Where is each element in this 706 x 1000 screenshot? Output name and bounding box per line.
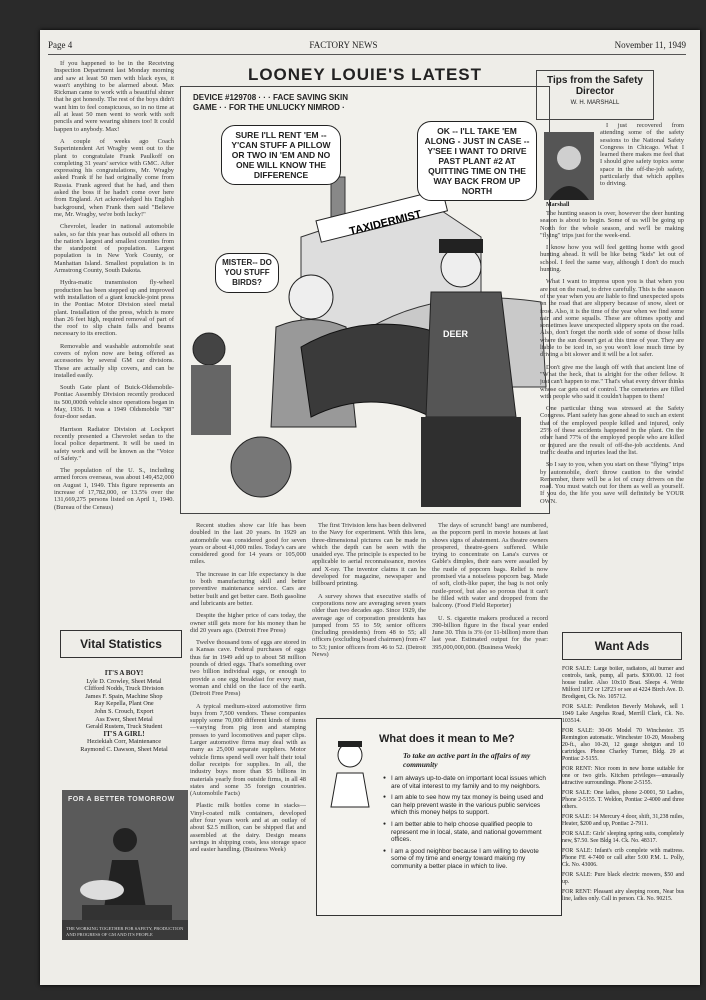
author-photo	[544, 132, 594, 200]
list-item: Ray Kepella, Plant One	[94, 700, 154, 708]
bullet-list	[383, 775, 553, 875]
ad-item: FOR SALE: Pure black electric mowers, $50 and up.	[562, 872, 684, 885]
portrait-image	[544, 132, 594, 200]
news-item: The first Trivision lens has been delivered to the Navy for experiment. With this lens, three-dimensional pictures can be made in which the depth can be seen with the unaided eye. The principle is expected to be applicable to aerial reconnaissance, movies and X-ray. The inventor claims it can be developed for magazine, newspaper and billboard printing.	[312, 522, 426, 588]
news-item: Chevrolet, leader in national automobile sales, so far this year has outsold all others in the nation's largest and smallest counties from the standpoint of population. Largest population is in New York County, or Manhattan Island. Smallest population is in Armstrong County, South Dakota.	[54, 223, 174, 275]
ad-item: FOR SALE: Girls' sleeping spring suits, completely new, $7.50. See Bldg 14. Ck. No. 48317.	[562, 831, 684, 844]
news-item: The population of the U. S., including armed forces overseas, was about 149,452,000 on August 1, 1949. This figure represents an increase of 17,782,000, or 13.5% over the 131,669,275 persons listed on April 1, 1940. (Bureau of the Census)	[54, 467, 174, 511]
paper-name: FACTORY NEWS	[309, 40, 378, 50]
tips-header-box	[536, 70, 654, 120]
list-item: ● I am always up-to-date on important local issues which are of vital interest to my family and to my neighbors.	[383, 775, 553, 790]
safety-poster	[62, 790, 188, 940]
column-5	[600, 122, 684, 206]
news-item: A couple of weeks ago Coach Superintendent Art Wragby went out to the plant to congratulate Frank Paulkoff on completing 31 years' service with GMC. After expressing his congratulations, Mr. Wragby asked Frank if he had originally come from Russia. Frank agreed that he had, and then asked the boss if he hadn't come over here from England. Art acknowledged his English background, when Frank then said "Believe me, Mr. Wragby, we're both lucky!"	[54, 137, 174, 218]
news-item: U. S. cigarette makers produced a record 390-billion figure in the fiscal year ended June 30. This is 3% (or 11-billion) more than last year. Estimated output for the year: 395,000,000,000. (Business Week)	[432, 614, 548, 651]
news-item: Despite the higher price of cars today, the owner still gets more for his money than he did 20 years ago. (Detroit Free Press)	[190, 612, 306, 634]
column-5-lower	[540, 210, 684, 620]
news-item: If you happened to be in the Receiving Inspection Department last Monday morning and saw at least 50 men with black eyes, it wasn't anything to be alarmed about. Max Rickman came to work with a beautiful shiner that he got honestly. The rest of the boys didn't want him to feel conspicuous, so in no time at all at least 50 men went to work with soft pencils and were wearing shiners too! It could happen to anybody. Max!	[54, 60, 174, 133]
ad-item: FOR RENT: Nice room in new home suitable for one or two girls. Kitchen privileges—unusually attractive surroundings. Phone 2-5155.	[562, 766, 684, 786]
list-item: Ass Ewer, Sheet Metal	[95, 715, 153, 723]
sign-text: TAXIDERMIST	[348, 208, 423, 238]
box-question: What does it mean to Me?	[379, 733, 515, 745]
ad-item: FOR SALE: Pendleton Beverly Mohawk, sell 1 1949 Lake Angelus Road, Merrill Clark, Ck. No. 103514.	[562, 704, 684, 724]
ad-item: FOR SALE: One ladies, phone 2-0001, 50 Ladies, Phone 2-5155. T. Weldon, Pontiac 2-4000 and three others.	[562, 790, 684, 810]
cartoon-title: LOONEY LOUIE'S LATEST	[247, 65, 483, 84]
cartoon-panel	[180, 86, 550, 514]
sweater-text: DEER	[443, 329, 469, 339]
news-item: A typical medium-sized automotive firm buys from 7,500 vendors. These companies supply some 70,000 different kinds of items—varying from pig iron and stamping presses to yard locomotives and paper clips. Larger automotive firms may deal with as many as 25,000 separate suppliers. Motor vehicle firms spend well over half their total dollar receipts for supplies. In all, the industry buys more than $5 billions in materials yearly from outside firms, in all 48 states and some 35 foreign countries. (Automobile Facts)	[190, 702, 306, 798]
list-item: Gerald Rustem, Truck Student	[85, 723, 163, 731]
ad-item: FOR SALE: 14 Mercury 4 door, shift, 31,238 miles, Heater, $200 and up, Pontiac 2-7911.	[562, 814, 684, 827]
news-item: The hunting season is over, however the deer hunting season is about to begin. Some of us will be going up North for the whole season, and we'll be making "flying" trips just for the week-end.	[540, 210, 684, 239]
man-figure-icon	[323, 735, 377, 809]
news-item: One particular thing was stressed at the Safety Congress. Plant safety has gone ahead to such an extent that of the employed people killed and injured, only 25% of these accidents happened in the plant. On the other hand 77% of the employed people who are killed or injured are the result of off-the-job accidents. And traffic deaths and injuries lead the list.	[540, 405, 684, 456]
list-item: ● I am better able to help choose qualified people to represent me in local, state, and national government offices.	[383, 821, 553, 844]
poster-illustration	[62, 790, 188, 940]
vital-statistics-list	[62, 670, 186, 754]
community-box	[316, 718, 562, 916]
news-item: A survey shows that executive staffs of corporations now are averaging seven years older than two decades ago. Since 1929, the average age of corporation presidents has jumped from 55 to 59; senior officers (including presidents) from 48 to 55; all officers (excluding board chairmen) from 47 to 53; junior officers from 46 to 52. (Detroit News)	[312, 592, 426, 659]
cartoon-caption: DEVICE #129708 · · · FACE SAVING SKIN GAME · · FOR THE UNLUCKY NIMROD ·	[193, 93, 349, 112]
list-item: Heziekiah Corr, Maintenance	[86, 738, 162, 746]
newspaper-page	[40, 30, 700, 985]
tips-author: W. H. MARSHALL	[570, 100, 620, 106]
news-item: Plastic milk bottles come in stacks—Vinyl-coated milk containers, developed after four years work and at an outlay of about $2.5 million, can be shipped flat and assembled at the dairy. Design means savings in shipping costs, less storage space and easier handling. (Business Week)	[190, 802, 306, 854]
news-item: Harrison Radiator Division at Lockport recently presented a Chevrolet sedan to the local police department. It will be used in safety work and will be known as the "Voice of Safety."	[54, 425, 174, 462]
news-item: What I want to impress upon you is that when you are out on the road, to drive carefully. This is the season of the year when you are liable to find unexpected spots on the road that are slippery because of snow, sleet or frost. Also, it is the time of the year when we find some rain and some squalls. These are oftimes spotty and sometimes leave unexpected slippery spots on the road. Also, don't forget the north side of some of those hills where the sun doesn't get at this time of year. They are liable to be iced in, so you won't lose much time by driving a bit slower and it will be a lot safer.	[540, 278, 684, 359]
want-ads-list	[562, 666, 684, 966]
girl-heading: IT'S A GIRL!	[103, 729, 145, 738]
list-item: ● I am able to see how my tax money is being used and can help prevent waste in the various public services which this money helps to support.	[383, 794, 553, 817]
list-item: John S. Crouch, Export	[94, 707, 154, 715]
news-item: The days of scrunch! bang! are numbered, as the popcorn peril in movie houses at last shows signs of abatement. As theatre owners prospered, theatre-goers suffered. While trying to concentrate on Lana's curves or Gable's dimples, their ears were assailed by the rustle of popcorn bags. Relief is now promised via a noiseless popcorn bag. Made of soft, cloth-like paper, the bag is not only rustle-proof, but also so porous that it can't be filled with water and dropped from the balcony. (Food Field Reporter)	[432, 522, 548, 610]
page-number: Page 4	[48, 40, 73, 50]
news-item: I just recovered from attending some of the safety sessions to the National Safety Congress in Chicago. What I learned there makes me feel that I should give safety topics some space in the off-the-job safety, particularly that which applies to driving.	[600, 122, 684, 188]
poster-text: THE WORKING TOGETHER FOR SAFETY, PRODUCTION AND PROGRESS OF GM AND ITS PEOPLE	[66, 926, 184, 937]
news-item: Recent studies show car life has been doubled in the last 20 years. In 1929 an automobile was considered good for seven years or about 41,000 miles. Today's cars are considered good for 14 years or 105,000 miles.	[190, 522, 306, 566]
column-3	[312, 522, 426, 710]
poster-headline: FOR A BETTER TOMORROW	[68, 796, 175, 803]
box-subtitle: To take an active part in the affairs of my community	[403, 751, 531, 769]
vital-statistics-heading: Vital Statistics	[60, 630, 182, 658]
speech-bubble-small: MISTER-- DO YOU STUFF BIRDS?	[215, 253, 279, 293]
want-ads-heading: Want Ads	[562, 632, 682, 660]
news-item: Removable and washable automobile seat covers of nylon now are being offered as accessories by several GM car divisions. These are actually slip covers, and can be installed easily.	[54, 342, 174, 379]
news-item: So I say to you, when you start on these "flying" trips by automobile, don't throw caution to the winds! Remember, there will be a lot of crazy drivers on the road. You must watch out for them as well as yourself. If you do, the life you save will definitely be YOUR OWN.	[540, 461, 684, 505]
news-item: Hydra-matic transmission fly-wheel production has been stepped up and improved with installation of a giant knuckle-joint press in the Pontiac Motor Division steel metal plant. Installation of the press, which is more than 26 feet high, required removal of part of the roof to slip chain falls and beams necessary to its erection.	[54, 279, 174, 338]
news-item: Twelve thousand tons of eggs are stored in a Kansas cave. Federal purchases of eggs thus far in 1949 add up to about 58 million pounds of dried eggs. That's something over two billion individual eggs, or enough to provide a one egg breakfast for every man, woman and child on the face of the earth. (Detroit Free Press)	[190, 639, 306, 698]
speech-bubble-right: OK -- I'LL TAKE 'EM ALONG - JUST IN CASE -- Y'SEE I WANT TO DRIVE PAST PLANT #2 AT QUITTING TIME ON THE WAY BACK FROM UP NORTH	[417, 121, 537, 201]
list-item: Clifford Nodds, Truck Division	[84, 685, 164, 693]
tips-title: Tips from the Safety Director	[547, 75, 643, 97]
news-item: South Gate plant of Buick-Oldsmobile-Pontiac Assembly Division recently produced its 500,000th vehicle since operations began in May, 1936. It was a 1949 Oldsmobile "98" four-door sedan.	[54, 384, 174, 421]
ad-item: FOR SALE: Infant's crib complete with mattress. Phone FE 4-7400 or call after 5:00 P.M. L. Polly, Ck. No. 43006.	[562, 848, 684, 868]
list-item: ● I am a good neighbor because I am willing to devote some of my time and energy toward making my community a better place in which to live.	[383, 848, 553, 871]
list-item: Lyle D. Crowley, Sheet Metal	[86, 677, 162, 685]
ad-item: FOR SALE: 30-06 Model 70 Winchester. 35 Remington automatic. Winchester 10-20, Mossberg 20-ft., also 10-20, 12 gauge shotgun and 10 cartridges. Phone Charley Turner, Bldg. 29 at Pontiac 2-5155.	[562, 728, 684, 762]
boy-heading: IT'S A BOY!	[104, 669, 144, 677]
column-1	[54, 60, 174, 605]
issue-date: November 11, 1949	[614, 40, 686, 50]
photo-caption: Marshall	[546, 202, 570, 208]
ad-item: FOR SALE: Large boiler, radiators, all burner and controls, tank, pump, all parts. $300.00. 12 foot house trailer. Also 10x10 Boat. Sleeps 4. Write Milford 11F2 or 12F23 or see at 4224 Birch Ave. D. Brodigent, Ck. No. 105712.	[562, 666, 684, 700]
news-item: The increase in car life expectancy is due to both manufacturing skill and better preventive maintenance service. Cars are better built and get better care. Both gasoline and lubricants are better.	[190, 570, 306, 607]
speech-bubble-left: SURE I'LL RENT 'EM -- Y'CAN STUFF A PILLOW OR TWO IN 'EM AND NO ONE WILL KNOW THE DIFFERENCE	[221, 125, 341, 185]
news-item: I know how you will feel getting home with good hunting ahead. It will be like being "kids" let out of school. I feel the same way, although I don't do much hunting.	[540, 244, 684, 274]
news-item: Don't give me the laugh off with that ancient line of "What the heck, that is alright for the other fellow. It just can't happen to me." That's what every driver thinks whose car gets out of control. The cemeteries are filled with people who said it couldn't happen to them!	[540, 363, 684, 400]
column-4	[432, 522, 548, 710]
page-header	[48, 40, 686, 55]
ad-item: FOR RENT: Pleasant airy sleeping room, Near bus line, ladies only. Call in person. Ck. No. 90215.	[562, 889, 684, 902]
column-2	[190, 522, 306, 942]
list-item: Raymond C. Dawson, Sheet Metal	[80, 745, 168, 753]
list-item: James F. Spain, Machine Shop	[85, 692, 163, 700]
